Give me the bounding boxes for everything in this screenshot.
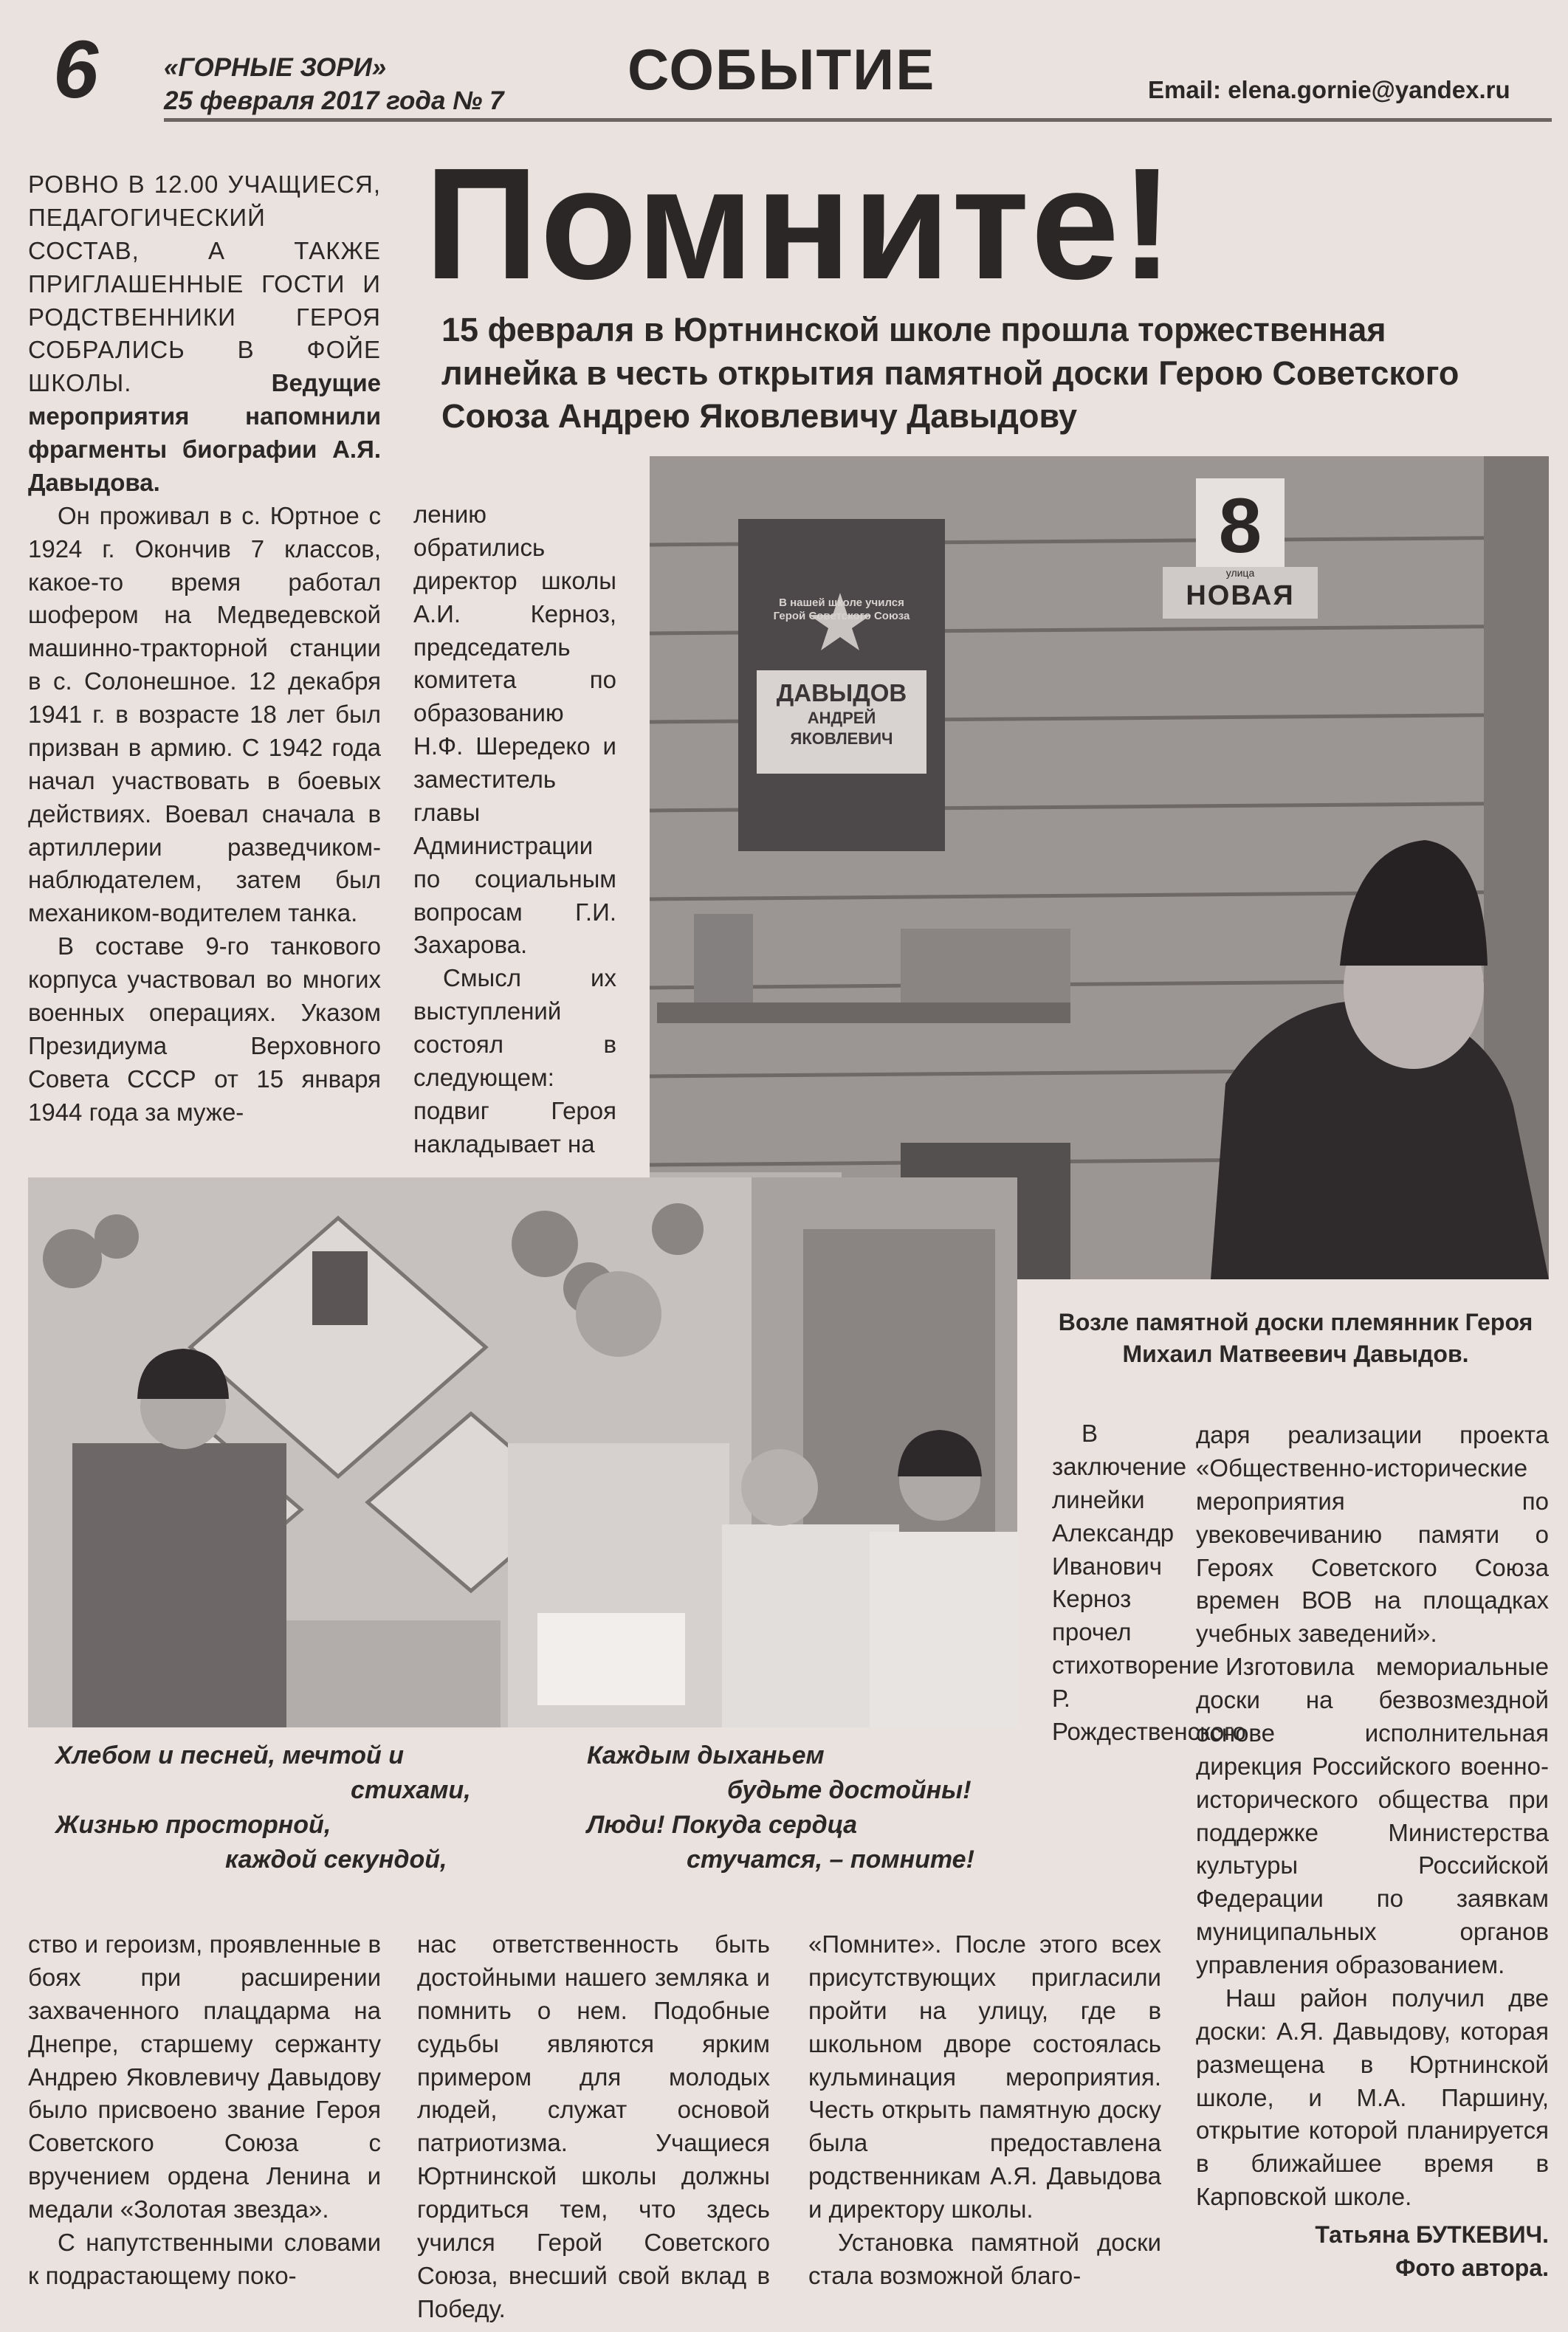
poem-line: стихами, (351, 1775, 471, 1804)
page-number: 6 (53, 24, 99, 115)
column-2-top (413, 498, 616, 1161)
plaque-name-block (757, 678, 926, 749)
paragraph: Установка памятной доски стала возможной благо- (808, 2228, 1161, 2289)
lead-bold-text: Ведущие мероприятия напомнили фрагменты биографии А.Я. Давыдова. (28, 369, 381, 496)
poem-line: Каждым дыханьем (587, 1741, 825, 1769)
plaque-patronymic: ЯКОВЛЕВИЧ (790, 729, 893, 748)
lead-text: РОВНО В 12.00 УЧАЩИЕСЯ, ПЕДАГОГИЧЕСКИЙ СОСТАВ, А ТАКЖЕ ПРИГЛАШЕННЫЕ ГОСТИ И РОДСТВЕННИКИ ГЕРОЯ СОБРАЛИСЬ В ФОЙЕ ШКОЛЫ. (28, 171, 381, 397)
photo-memorial-plaque (650, 456, 1549, 1279)
paragraph: нас ответственность быть достойными нашего земляка и помнить о нем. Подобные судьбы являются ярким примером для молодых людей, служат основой патриотизма. Учащиеся Юртнинской школы должны гордиться тем, что здесь учился Герой Советского Союза, внесший свой вклад в Победу. (417, 1930, 770, 2322)
poem-line: Хлебом и песней, мечтой и (55, 1741, 405, 1769)
email-link[interactable]: Email: elena.gornie@yandex.ru (1148, 76, 1510, 103)
author-name: Татьяна БУТКЕВИЧ. (1315, 2221, 1549, 2248)
paragraph: В составе 9-го танкового корпуса участвовал во многих военных операциях. Указом Президиума Верховного Совета СССР от 15 января 1944 года за муже- (28, 932, 381, 1126)
column-2-bottom (417, 1928, 770, 2326)
plaque-surname: ДАВЫДОВ (776, 679, 907, 706)
house-number: 8 (1218, 483, 1262, 569)
header-divider (164, 118, 1552, 122)
poem-right (587, 1738, 1030, 1877)
poem-line: будьте достойны! (727, 1775, 972, 1804)
masthead (164, 52, 504, 118)
poem-line: Люди! Покуда сердца (587, 1810, 858, 1839)
street-sign-small: улица (1225, 567, 1255, 579)
paragraph: Он проживал в с. Юртное с 1924 г. Окончив 7 классов, какое-то время работал шофером на Медведевской машинно-тракторной станции в с. Солонешное. 12 декабря 1941 г. в возрасте 18 лет был призван в армию. С 1942 года начал участвовать в боевых действиях. Воевал сначала в артиллерии разведчиком-наблюдателем, затем был механиком-водителем танка. (28, 501, 381, 927)
column-3-bottom (808, 1928, 1161, 2293)
paragraph: В заключение линейки Александр Иванович Керноз прочел стихотворение Р. Рождественского (1052, 1420, 1246, 1745)
paragraph: «Помните». После этого всех присутствующих пригласили пройти на улицу, где в школьном дворе состоялась кульминация мероприятия. Честь открыть памятную доску была предоставлена родственникам А.Я. Давыдова и директору школы. (808, 1930, 1161, 2223)
street-name: НОВАЯ (1186, 580, 1295, 611)
paragraph: Смысл их выступлений состоял в следующем: подвиг Героя накладывает на (413, 964, 616, 1158)
paragraph: С напутственными словами к подрастающему поко- (28, 2228, 381, 2289)
column-3-top (1052, 1417, 1246, 1749)
photo-caption: Возле памятной доски племянник Героя Михаил Матвеевич Давыдов. (1058, 1309, 1533, 1368)
paragraph: лению обратились директор школы А.И. Керноз, председатель комитета по образованию Н.Ф. Шередеко и заместитель главы Администрации по социальным вопросам Г.И. Захарова. (413, 501, 616, 959)
paragraph: ство и героизм, проявленные в боях при расширении захваченного плацдарма на Днепре, старшему сержанту Андрею Яковлевичу Давыдову было присвоено звание Героя Советского Союза с вручением ордена Ленина и медали «Золотая звезда». (28, 1930, 381, 2223)
paragraph: даря реализации проекта «Общественно-исторические мероприятия по увековечиванию памяти о Героях Советского Союза времен ВОВ на площадках учебных заведений». (1196, 1421, 1549, 1648)
poem-line: стучатся, – помните! (687, 1845, 974, 1874)
article-subtitle: 15 февраля в Юртнинской школе прошла торжественная линейка в честь открытия памятной доски Герою Советского Союза Андрею Яковлевичу Давыдову (441, 311, 1459, 435)
plaque-top-text: В нашей школе учился Герой Советского Союза (773, 596, 910, 622)
photo-school-ceremony (28, 1177, 1017, 1727)
plaque-name: АНДРЕЙ (807, 709, 876, 728)
author-signature (1196, 2218, 1549, 2285)
article-headline: Помните! (424, 134, 1175, 312)
poem-left (55, 1738, 498, 1877)
column-1-bottom (28, 1928, 381, 2293)
column-4 (1196, 1419, 1549, 2285)
paragraph: Изготовила мемориальные доски на безвозмездной основе исполнительная дирекция Российского военно-исторического общества при поддержке Министерства культуры Российской Федерации по заявкам муниципальных органов управления образованием. (1196, 1653, 1549, 1978)
photo-credit: Фото автора. (1395, 2254, 1549, 2281)
newspaper-name: «ГОРНЫЕ ЗОРИ» (164, 53, 387, 82)
column-1-top (28, 168, 381, 1129)
paragraph: Наш район получил две доски: А.Я. Давыдову, которая размещена в Юртнинской школе, и М.А. Паршину, открытие которой планируется в ближайшее время в Карповской школе. (1196, 1984, 1549, 2211)
issue-date: 25 февраля 2017 года № 7 (164, 86, 504, 115)
poem-line: каждой секундой, (225, 1845, 447, 1874)
poem-line: Жизнью просторной, (55, 1810, 331, 1839)
rubric-title: СОБЫТИЕ (627, 37, 936, 102)
